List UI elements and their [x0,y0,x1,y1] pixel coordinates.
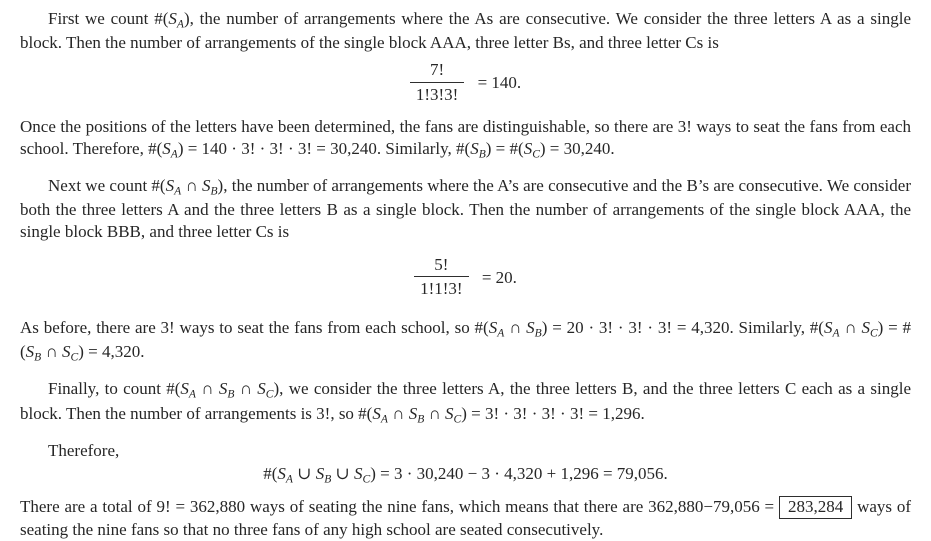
fraction-numerator: 7! [410,59,464,83]
paragraph-once-positions: Once the positions of the letters have been determined, the fans are distinguishable, so there are 3! ways to seat the fans from each school. Therefore, $\#(S_A) = 140 \cdot 3$! · 3! · 3! = 30,240. Similarly, $\#(S_B)$ = $\#(S_C) = 30,240$. [20,117,911,161]
display-equation-seven-factorial [20,59,911,109]
paragraph-count-sa-sb: Next we count $\#(S_A$ ∩ $S_B$), the number of arrangements where the A’s are consecutive and the B’s are consecutive. We consider both the three letters A and the three letters B as a single block. Then the number of arrangements of the single block AAA, the single block BBB, and three letter Cs is [20,176,911,241]
display-equation-union: $\#(S_A$ ∪ $S_B$ ∪ $S_C) = 3 \cdot 30,240 - 3 \cdot 4,320 + 1,296 = 79,056$. [263,463,668,486]
fraction-5-over-1-1-3 [414,254,468,300]
boxed-final-answer: 283,284 [779,496,852,519]
fraction-denominator: 1!3!3! [415,84,459,104]
paragraph-finally-triple-intersection: Finally, to count $\#(S_A$ ∩ $S_B$ ∩ $S_C$), we consider the three letters A, the three letters B, and the three letters C each as a single block. Then the number of arrangements is 3!, so $\#(S_A$ ∩ $S_B$ ∩ $S_C) = 3$! · 3! · 3! · 3! = 1,296. [20,379,911,426]
display-equation-five-factorial [20,254,911,304]
fraction-7-over-1-3-3 [410,59,464,105]
fraction-denominator: 1!1!3! [420,279,463,299]
paragraph-count-sa: First we count $\#(S_A)$, the number of arrangements where the As are consecutive. We consider the three letters A as a single block. Then the number of arrangements of the single block AAA, three letter Bs, and three letter Cs is [20,9,912,53]
paragraph-therefore: Therefore, [48,441,120,461]
paragraph-final-answer: There are a total of 9! = 362,880 ways of seating the nine fans, which means that there are 362,880−79,056 = 283,284 ways of seating the nine fans so that no three fans of any high school are seated consecutively. [20,497,911,540]
fraction-numerator: 5! [414,254,468,278]
equation-result: = 140. [477,72,522,92]
equation-result: = 20. [481,267,517,287]
paragraph-as-before: As before, there are 3! ways to seat the fans from each school, so $\#(S_A$ ∩ $S_B) = 20 \cdot 3$! · 3! · 3! = 4,320. Similarly, $\#(S_A$ ∩ $S_C$) = $\#(S_B$ ∩ $S_C) = 4,320$. [20,317,912,364]
